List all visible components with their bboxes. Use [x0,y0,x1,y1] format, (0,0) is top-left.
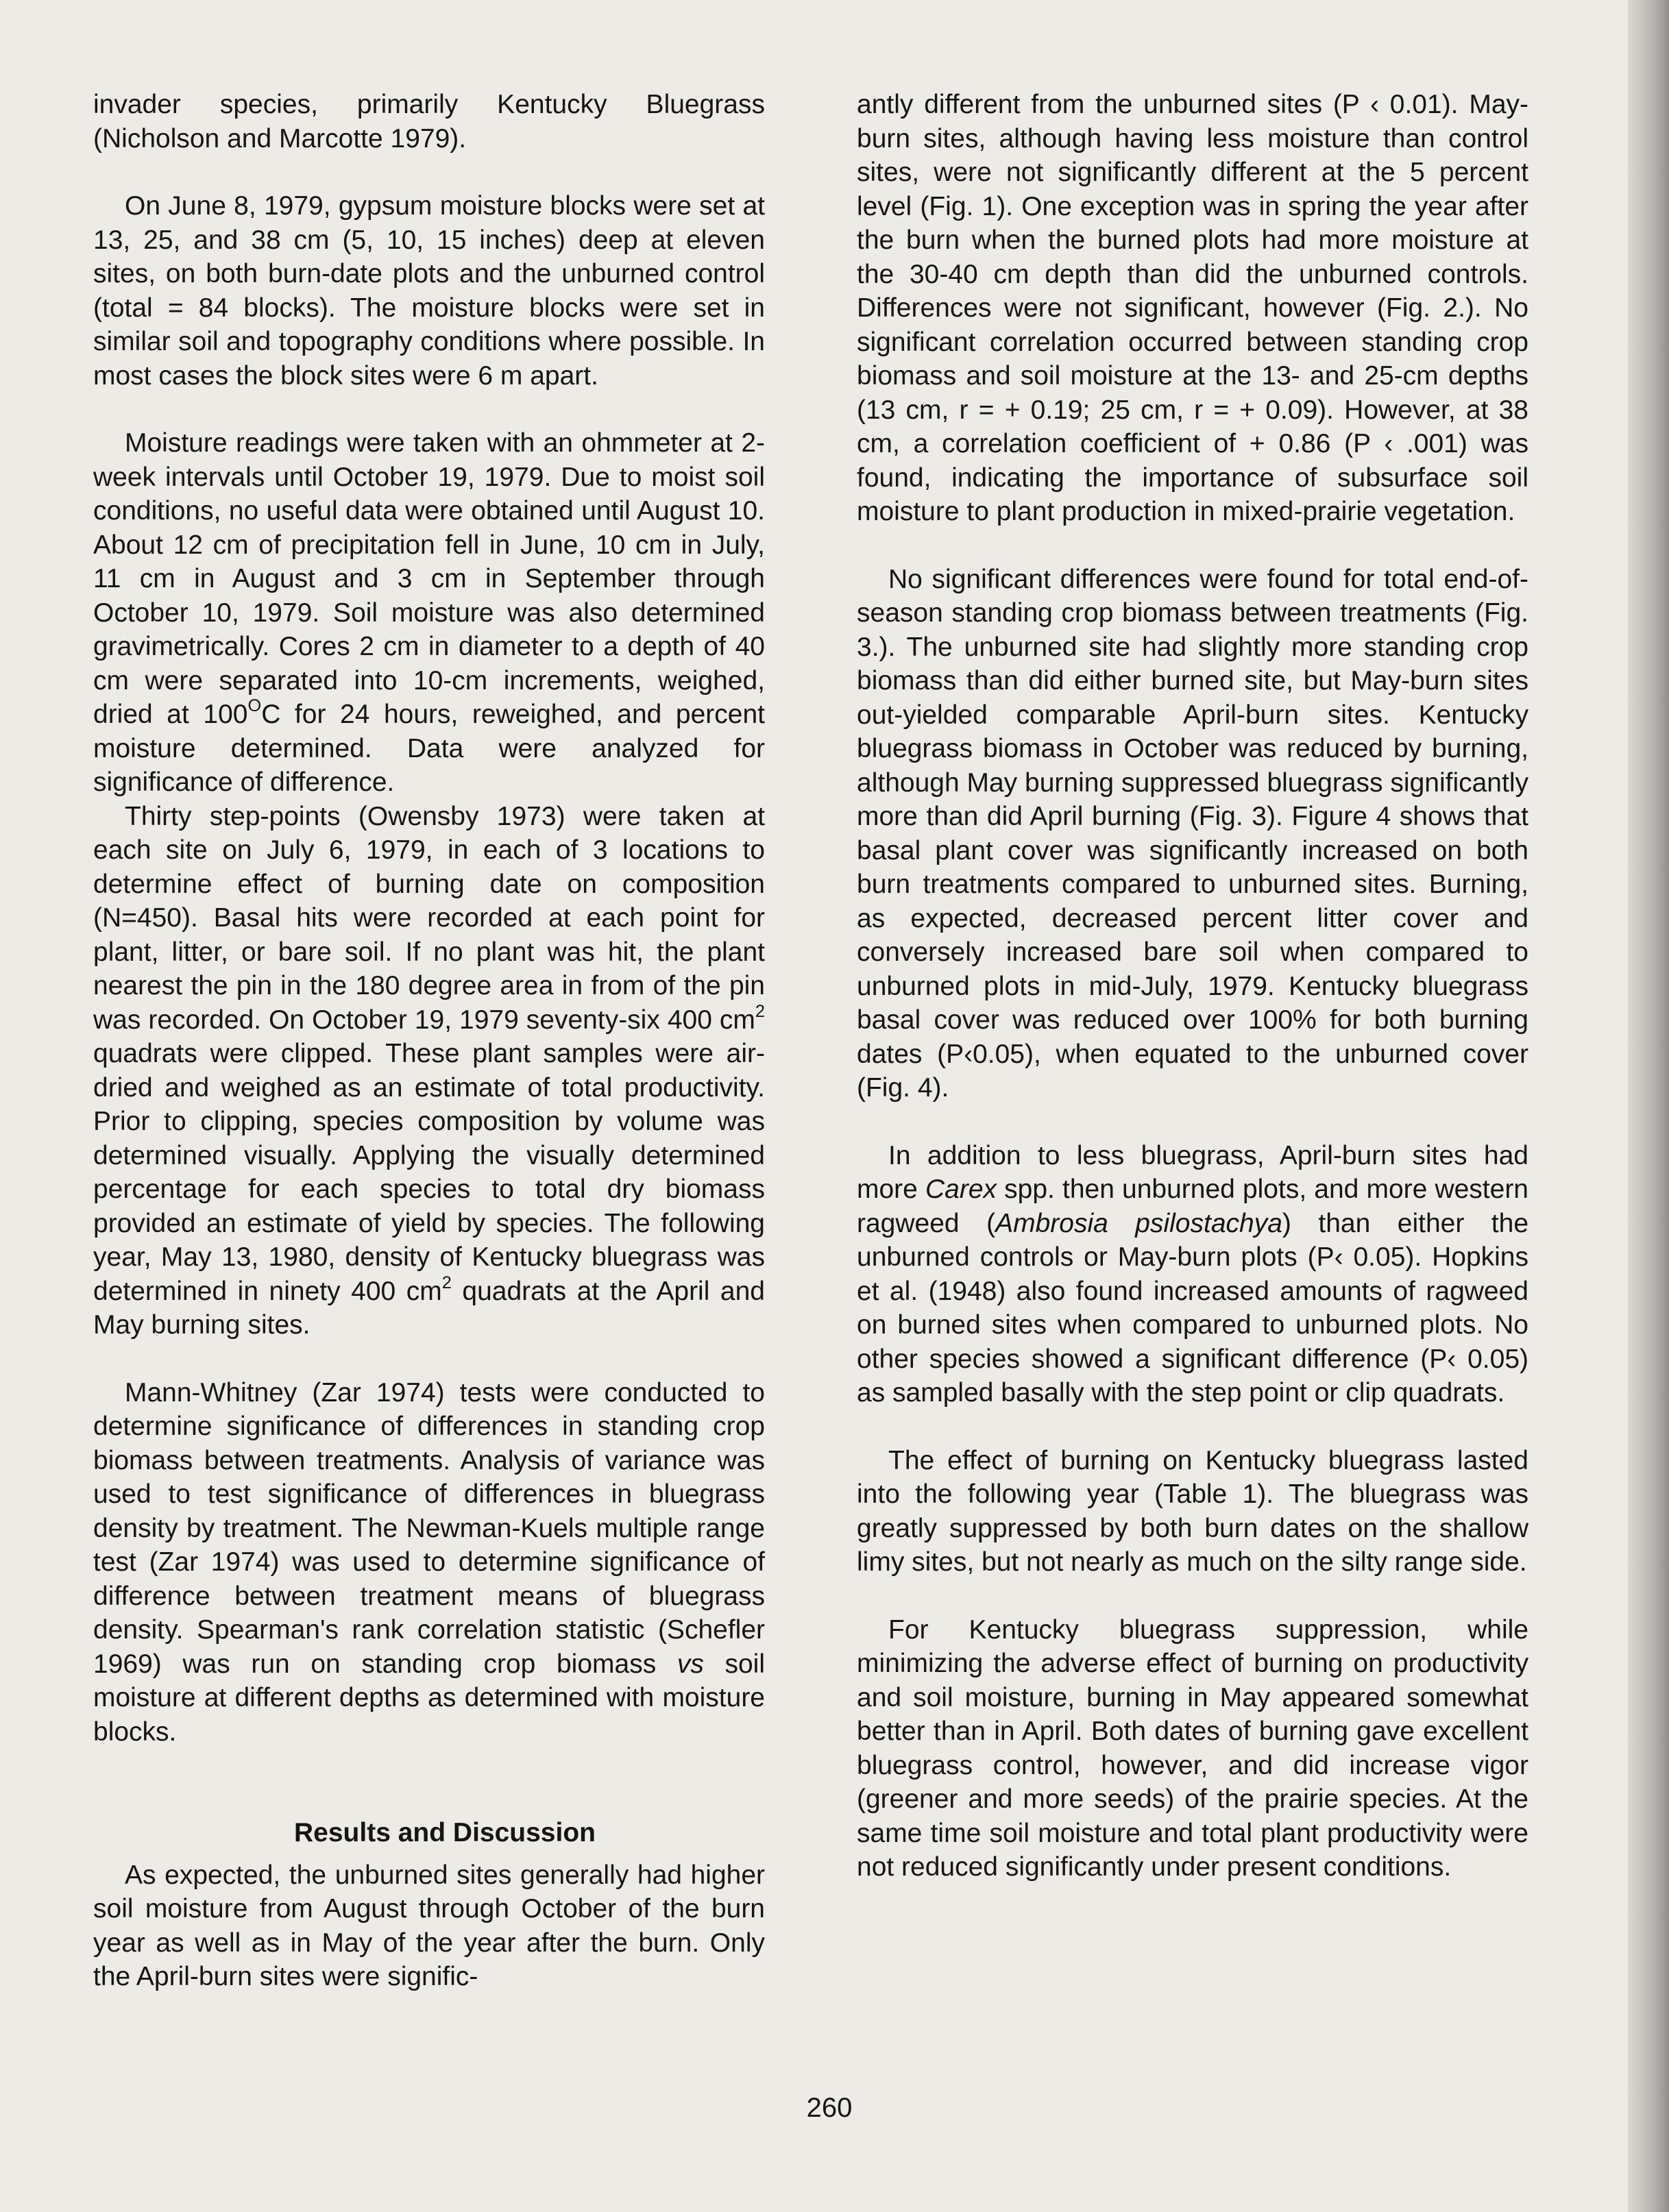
paragraph: The effect of burning on Kentucky bluegrass lasted into the following year (Table 1). The bluegrass was greatly suppressed by both burn dates on the shallow limy sites, but not nearly as much on the silty range side. [857,1445,1528,1577]
paragraph: invader species, primarily Kentucky Bluegrass (Nicholson and Marcotte 1979). [93,90,765,153]
paragraph: Mann-Whitney (Zar 1974) tests were conducted to determine significance of differences in standing crop biomass between treatments. Analysis of variance was used to test significance of differences in bluegrass density by treatment. The Newman-Kuels multiple range test (Zar 1974) was used to determine significance of difference between treatment means of bluegrass density. Spearman's rank correlation statistic (Schefler 1969) was run on standing crop biomass vs soil moisture at different depths as determined with moisture blocks. [93,1377,765,1747]
right-column [857,88,1528,1884]
page-edge-shadow [1628,0,1669,2212]
paragraph: On June 8, 1979, gypsum moisture blocks were set at 13, 25, and 38 cm (5, 10, 15 inches) deep at eleven sites, on both burn-date plots and the unburned control (total = 84 blocks). The moisture blocks were set in similar soil and topography conditions where possible. In most cases the block sites were 6 m apart. [93,191,765,391]
paragraph: No significant differences were found for total end-of-season standing crop biomass between treatments (Fig. 3.). The unburned site had slightly more standing crop biomass than did either burned site, but May-burn sites out-yielded comparable April-burn sites. Kentucky bluegrass biomass in October was reduced by burning, although May burning suppressed bluegrass significantly more than did April burning (Fig. 3). Figure 4 shows that basal plant cover was significantly increased on both burn treatments compared to unburned sites. Burning, as expected, decreased percent litter cover and conversely increased bare soil when compared to unburned plots in mid-July, 1979. Kentucky bluegrass basal cover was reduced over 100% for both burning dates (P‹0.05), when equated to the unburned cover (Fig. 4). [857,564,1528,1103]
paragraph: As expected, the unburned sites generally had higher soil moisture from August through October of the burn year as well as in May of the year after the burn. Only the April-burn sites were signific- [93,1860,765,1991]
paragraph: For Kentucky bluegrass suppression, while minimizing the adverse effect of burning on productivity and soil moisture, burning in May appeared somewhat better than in April. Both dates of burning gave excellent bluegrass control, however, and did increase vigor (greener and more seeds) of the prairie species. At the same time soil moisture and total plant productivity were not reduced significantly under present conditions. [857,1614,1528,1882]
page-number: 260 [806,2093,853,2123]
paragraph: Thirty step-points (Owensby 1973) were taken at each site on July 6, 1979, in each of 3 locations to determine effect of burning date on composition (N=450). Basal hits were recorded at each point for plant, litter, or bare soil. If no plant was hit, the plant nearest the pin in the 180 degree area in from of the pin was recorded. On October 19, 1979 seventy-six 400 $cm^2$ quadrats were clipped. These plant samples were air-dried and weighed as an estimate of total productivity. Prior to clipping, species composition by volume was determined visually. Applying the visually determined percentage for each species to total dry biomass provided an estimate of yield by species. The following year, May 13, 1980, density of Kentucky bluegrass was determined in ninety 400 $cm^2$ quadrats at the April and May burning sites. [93,801,765,1340]
paragraph: Moisture readings were taken with an ohmmeter at 2-week intervals until October 19, 1979. Due to moist soil conditions, no useful data were obtained until August 10. About 12 cm of precipitation fell in June, 10 cm in July, 11 cm in August and 3 cm in September through October 10, 1979. Soil moisture was also determined gravimetrically. Cores 2 cm in diameter to a depth of 40 cm were separated into 10-cm increments, weighed, dried at $100^OC$ for 24 hours, reweighed, and percent moisture determined. Data were analyzed for significance of difference. [93,428,765,797]
section-heading: Results and Discussion [294,1818,596,1847]
paragraph: In addition to less bluegrass, April-burn sites had more Carex spp. then unburned plots, and more western ragweed (Ambrosia psilostachya) than either the unburned controls or May-burn plots (P‹ 0.05). Hopkins et al. (1948) also found increased amounts of ragweed on burned sites when compared to unburned plots. No other species showed a significant difference (P‹ 0.05) as sampled basally with the step point or clip quadrats. [857,1140,1529,1408]
paragraph: antly different from the unburned sites (P ‹ 0.01). May-burn sites, although having less moisture than control sites, were not significantly different at the 5 percent level (Fig. 1). One exception was in spring the year after the burn when the burned plots had more moisture at the 30-40 cm depth than did the unburned controls. Differences were not significant, however (Fig. 2.). No significant correlation occurred between standing crop biomass and soil moisture at the 13- and 25-cm depths (13 cm, r = + 0.19; 25 cm, r = + 0.09). However, at 38 cm, a correlation coefficient of + 0.86 (P ‹ .001) was found, indicating the importance of subsurface soil moisture to plant production in mixed-prairie vegetation. [857,90,1528,526]
left-column [93,88,765,1994]
